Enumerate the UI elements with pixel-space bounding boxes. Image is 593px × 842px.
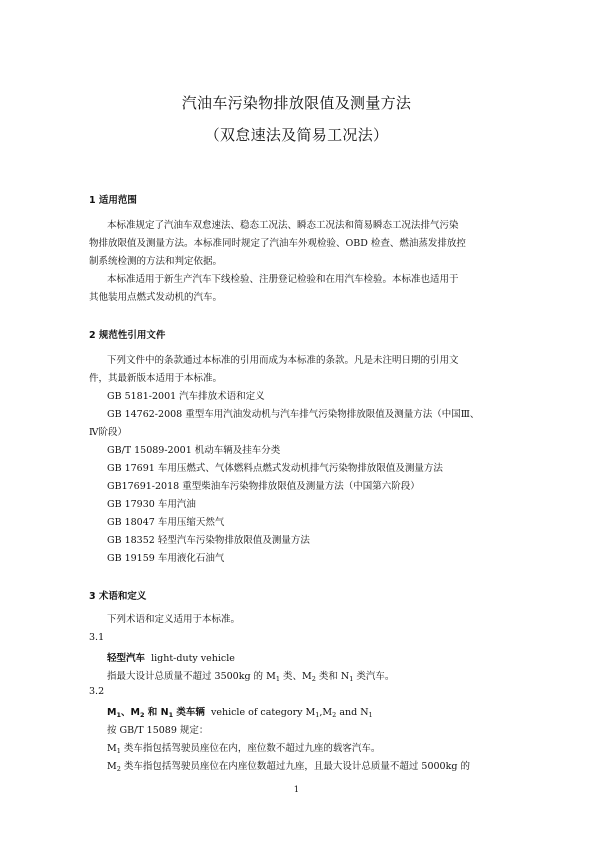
term-definition: $M_2$ 类车指包括驾驶员座位在内座位数超过九座，且最大设计总质量不超过 5000kg 的 [107,761,470,773]
term-heading [107,650,235,664]
reference-item: GB17691-2018 重型柴油车污染物排放限值及测量方法（中国第六阶段） [107,481,420,492]
section-2-text: 件，其最新版本适用于本标准。 [89,373,223,384]
reference-item: GB 17930 车用汽油 [107,499,196,510]
section-2-text: 下列文件中的条款通过本标准的引用而成为本标准的条款。凡是未注明日期的引用文 [107,355,459,366]
term-cn: $M_1$、$M_2$ 和 $N_1$ 类车辆 [107,707,205,719]
section-1-text: 本标准规定了汽油车双怠速法、稳态工况法、瞬态工况法和简易瞬态工况法排气污染 [107,220,459,231]
reference-item: GB 19159 车用液化石油气 [107,553,225,564]
section-1-text: 物排放限值及测量方法。本标准同时规定了汽油车外观检验、OBD 检查、燃油蒸发排放控 [89,238,466,249]
term-cn: 轻型汽车 [107,653,146,664]
document-subtitle: （双怠速法及简易工况法） [204,126,389,144]
clause-number: 3.1 [89,632,105,643]
term-definition: $M_1$ 类车指包括驾驶员座位在内，座位数不超过九座的载客汽车。 [107,743,381,755]
page-number: 1 [293,785,300,795]
section-1-text: 本标准适用于新生产汽车下线检验、注册登记检验和在用汽车检验。本标准也适用于 [107,274,459,285]
reference-item: GB 18047 车用压缩天然气 [107,517,225,528]
reference-item: GB 14762-2008 重型车用汽油发动机与汽车排气污染物排放限值及测量方法（中国Ⅲ、 [107,409,480,420]
section-1-text: 其他装用点燃式发动机的汽车。 [89,292,223,303]
term-en: vehicle of category $M_1,M_2$ and $N_1$ [210,707,373,719]
reference-item: Ⅳ阶段） [89,427,127,438]
section-1-text: 制系统检测的方法和判定依据。 [89,256,223,267]
term-heading [107,704,373,719]
section-3-text: 下列术语和定义适用于本标准。 [107,614,241,625]
section-2-heading: 2 规范性引用文件 [89,330,166,341]
reference-item: GB 18352 轻型汽车污染物排放限值及测量方法 [107,535,310,546]
reference-item: GB 5181-2001 汽车排放术语和定义 [107,391,265,402]
document-title: 汽油车污染物排放限值及测量方法 [181,94,412,112]
section-3-heading: 3 术语和定义 [89,591,147,602]
term-definition: 按 GB/T 15089 规定： [107,725,209,736]
reference-item: GB/T 15089-2001 机动车辆及挂车分类 [107,445,281,456]
term-en: light-duty vehicle [151,653,235,664]
clause-number: 3.2 [89,686,105,697]
reference-item: GB 17691 车用压燃式、气体燃料点燃式发动机排气污染物排放限值及测量方法 [107,463,443,474]
section-1-heading: 1 适用范围 [89,195,137,206]
term-definition: 指最大设计总质量不超过 3500kg 的 $M_1$ 类、$M_2$ 类和 $N_1$ 类汽车。 [107,671,395,683]
